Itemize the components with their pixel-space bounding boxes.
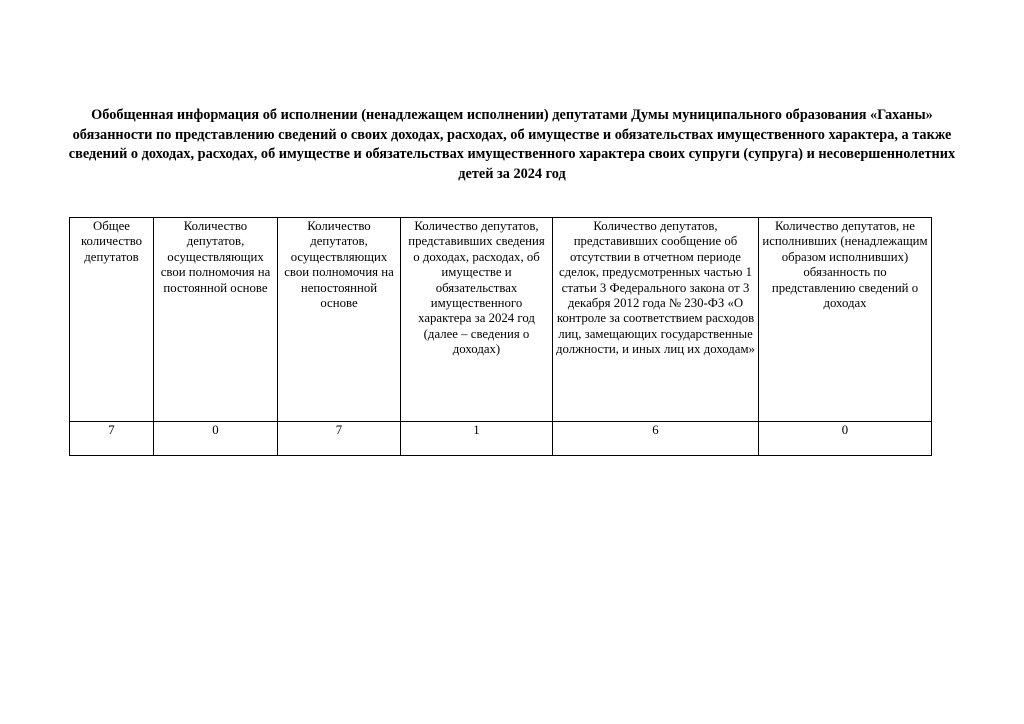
header-submitted-no-transactions: Количество депутатов, представивших сообщение об отсутствии в отчетном периоде сделок, предусмотренных частью 1 статьи 3 Федерального закона от 3 декабря 2012 года № 230-ФЗ «О контроле за соответствием расходов лиц, замещающих государственные должности, и иных лиц их доходам» (553, 218, 759, 422)
value-not-fulfilled: 0 (759, 422, 932, 456)
value-submitted-no-transactions: 6 (553, 422, 759, 456)
value-non-permanent-basis: 7 (278, 422, 401, 456)
document-title: Обобщенная информация об исполнении (ненадлежащем исполнении) депутатами Думы муниципального образования «Гаханы» обязанности по представлению сведений о своих доходах, расходах, об имуществе и обязательствах имущественного характера, а также сведений о доходах, расходах, об имуществе и обязательствах имущественного характера своих супруги (супруга) и несовершеннолетних детей за 2024 год (68, 107, 956, 182)
header-total-deputies: Общее количество депутатов (70, 218, 154, 422)
value-permanent-basis: 0 (154, 422, 278, 456)
header-submitted-income-info: Количество депутатов, представивших сведения о доходах, расходах, об имуществе и обязательствах имущественного характера за 2024 год (далее – сведения о доходах) (401, 218, 553, 422)
table-header-row (70, 218, 932, 422)
header-not-fulfilled: Количество депутатов, не исполнивших (ненадлежащим образом исполнивших) обязанность по представлению сведений о доходах (759, 218, 932, 422)
table-row (70, 422, 932, 456)
value-submitted-income-info: 1 (401, 422, 553, 456)
value-total-deputies: 7 (70, 422, 154, 456)
header-non-permanent-basis: Количество депутатов, осуществляющих свои полномочия на непостоянной основе (278, 218, 401, 422)
report-table (69, 217, 932, 456)
header-permanent-basis: Количество депутатов, осуществляющих свои полномочия на постоянной основе (154, 218, 278, 422)
